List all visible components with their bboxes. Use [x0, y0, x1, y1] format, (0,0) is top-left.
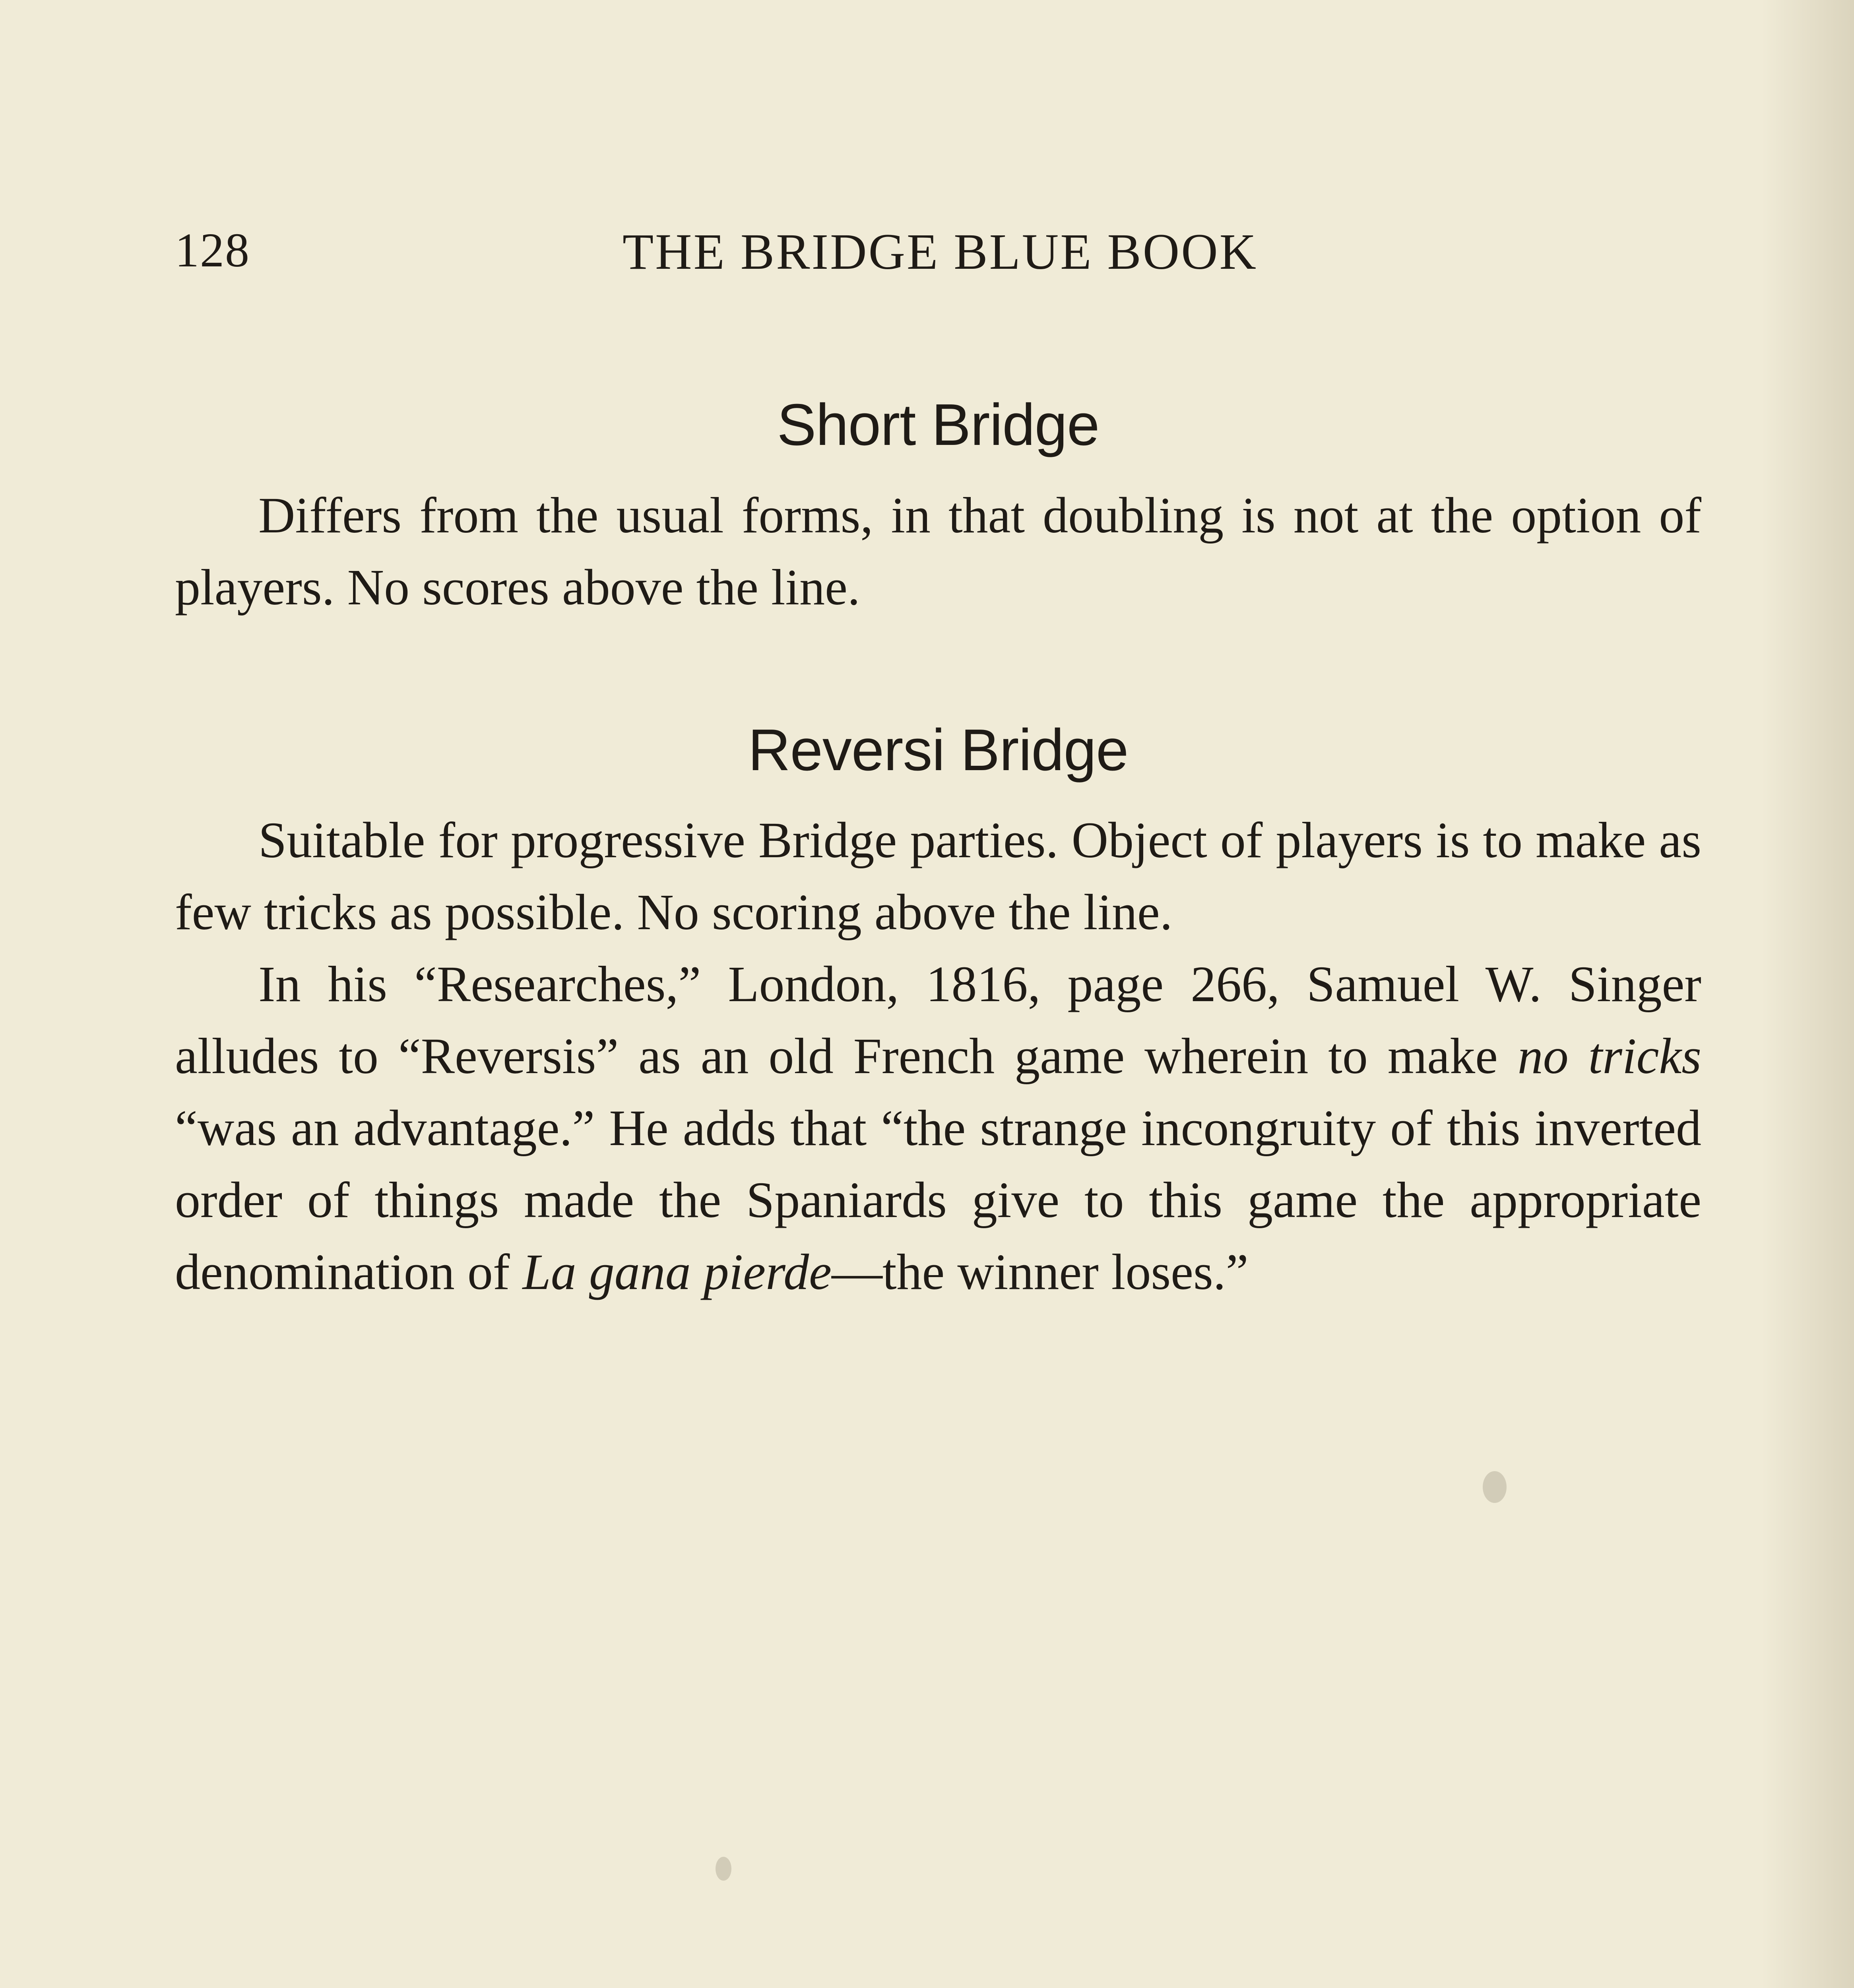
section-short-bridge [175, 390, 1701, 623]
page-content [175, 390, 1701, 1308]
paragraph: Suitable for progressive Bridge parties. Object of players is to make as few tricks as possible. No scoring above the line. [175, 812, 1701, 941]
section-heading: Reversi Bridge [748, 717, 1129, 783]
section-heading: Short Bridge [777, 392, 1100, 458]
running-head [175, 223, 1705, 286]
paragraph-text: —the winner loses.” [831, 1244, 1249, 1301]
section-reversi-bridge [175, 715, 1701, 1309]
paragraph-text: In his “Researches,” London, 1816, page 266, Samuel W. Singer alludes to “Reversis” as an old French game wherein to make [175, 956, 1701, 1085]
page-number: 128 [175, 223, 250, 277]
italic-phrase: no tricks [1517, 1028, 1702, 1085]
paragraph-text: “was an advantage.” He adds that “the strange incongruity of this inverted order of things made the Spaniards give to this game the appropriate denomination of [175, 1100, 1701, 1301]
italic-phrase: La gana pierde [522, 1244, 832, 1301]
paragraph: Differs from the usual forms, in that doubling is not at the option of players. No scores above the line. [175, 487, 1701, 615]
paper-speck [1483, 1471, 1507, 1503]
quote-paragraph [175, 948, 1701, 1308]
book-title: THE BRIDGE BLUE BOOK [622, 223, 1258, 280]
paper-speck [716, 1857, 731, 1881]
